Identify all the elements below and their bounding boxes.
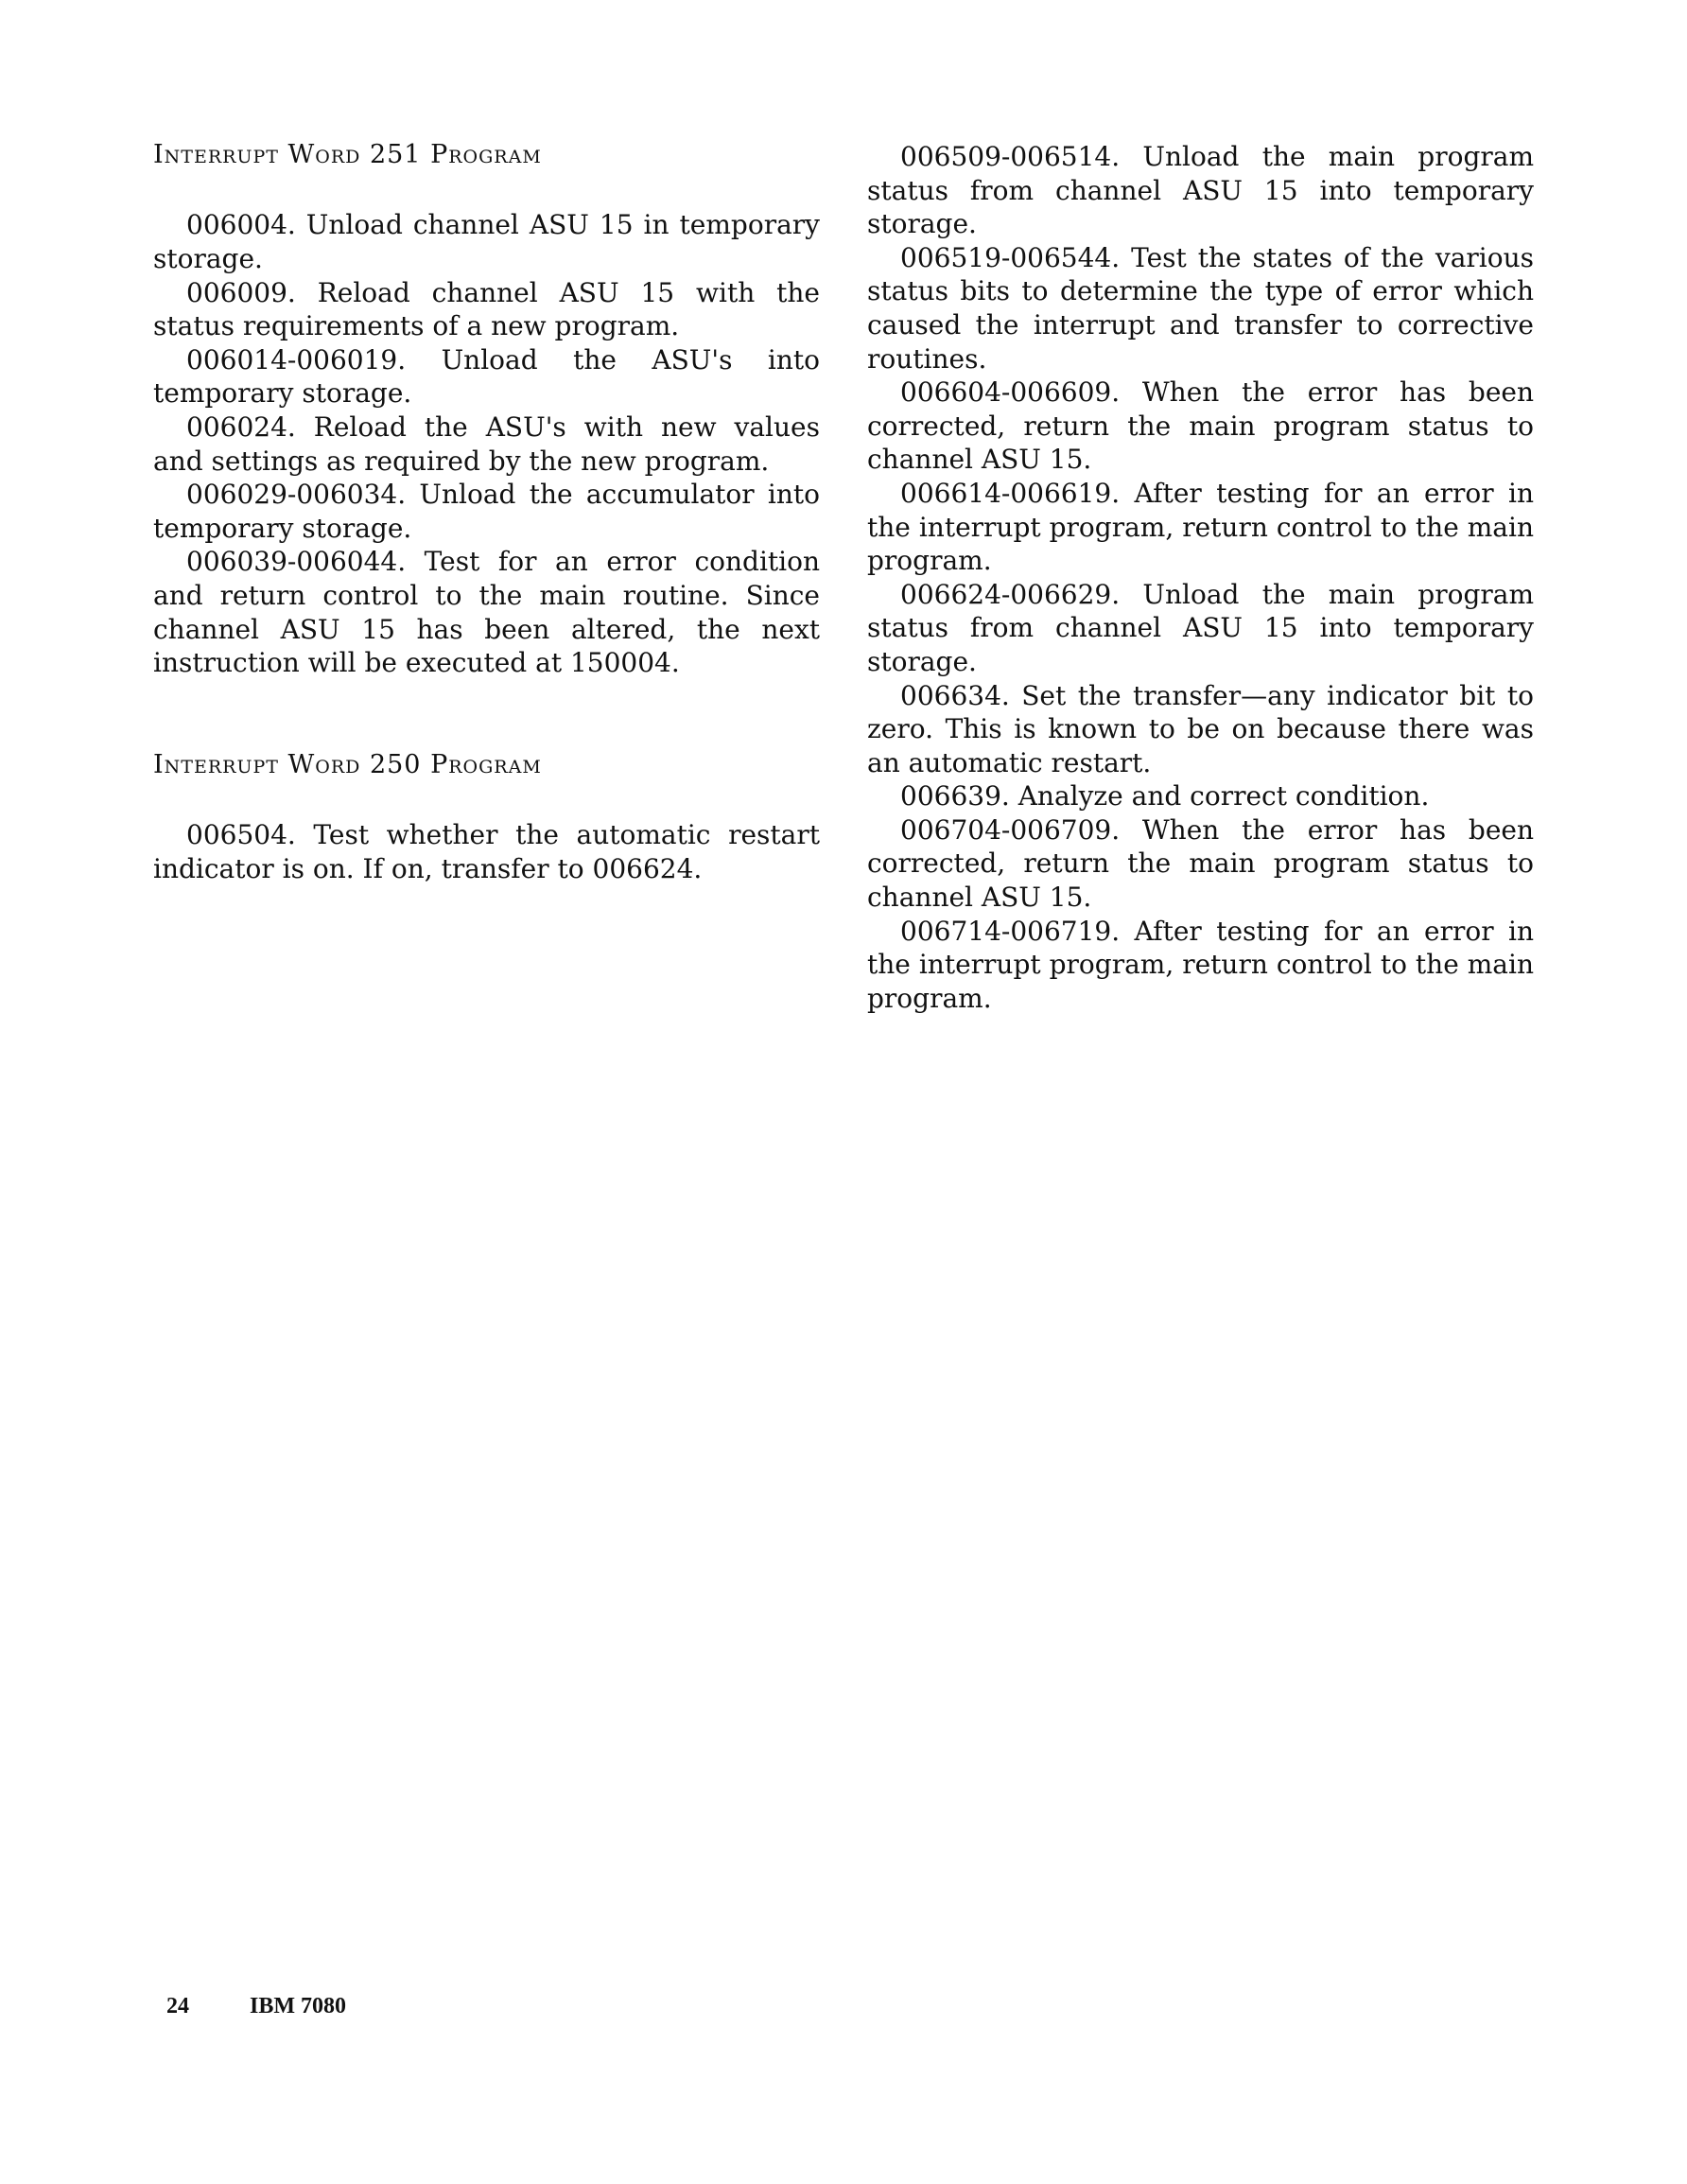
paragraph: 006604-006609. When the error has been corrected, return the main program status to channel ASU 15. — [867, 376, 1534, 476]
paragraph: 006024. Reload the ASU's with new values and settings as required by the new program. — [153, 411, 820, 477]
paragraph: 006634. Set the transfer—any indicator bit to zero. This is known to be on because there was an automatic restart. — [867, 679, 1534, 778]
paragraph: 006624-006629. Unload the main program status from channel ASU 15 into temporary storage. — [867, 578, 1534, 677]
paragraph: 006519-006544. Test the states of the various status bits to determine the type of error which caused the interrupt and transfer to corrective routines. — [867, 241, 1534, 375]
paragraph: 006714-006719. After testing for an error in the interrupt program, return control to the main program. — [867, 915, 1534, 1014]
paragraph: 006039-006044. Test for an error condition and return control to the main routine. Since channel ASU 15 has been altered, the next instruction will be executed at 150004. — [153, 546, 820, 679]
paragraph: 006014-006019. Unload the ASU's into temporary storage. — [153, 343, 820, 410]
document-title: IBM 7080 — [250, 1994, 346, 2018]
paragraph: 006029-006034. Unload the accumulator into temporary storage. — [153, 479, 820, 544]
section-heading: Interrupt Word 250 Program — [153, 749, 542, 779]
page-number: 24 — [166, 1994, 189, 2018]
paragraph: 006009. Reload channel ASU 15 with the status requirements of a new program. — [153, 276, 820, 342]
left-column — [153, 140, 820, 885]
paragraph: 006639. Analyze and correct condition. — [900, 780, 1430, 812]
paragraph: 006504. Test whether the automatic restart indicator is on. If on, transfer to 006624. — [153, 819, 820, 884]
paragraph: 006509-006514. Unload the main program status from channel ASU 15 into temporary storage. — [867, 141, 1534, 240]
section-heading: Interrupt Word 251 Program — [153, 140, 542, 169]
page-footer — [166, 1994, 346, 2019]
right-column — [867, 140, 1534, 1015]
paragraph: 006614-006619. After testing for an error in the interrupt program, return control to the main program. — [867, 477, 1534, 577]
paragraph: 006704-006709. When the error has been corrected, return the main program status to channel ASU 15. — [867, 813, 1534, 914]
paragraph: 006004. Unload channel ASU 15 in temporary storage. — [153, 209, 820, 274]
